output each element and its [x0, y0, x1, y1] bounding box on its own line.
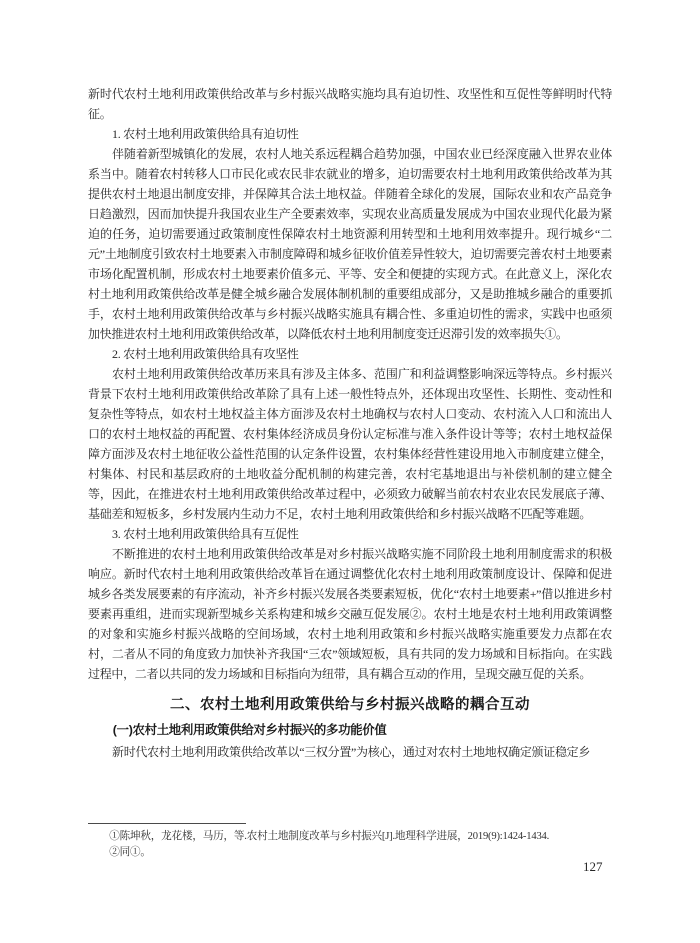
chapter-heading: 二、农村土地利用政策供给与乡村振兴战略的耦合互动	[170, 697, 530, 713]
article-body	[88, 84, 612, 762]
intro-continuation-paragraph: 新时代农村土地利用政策供给改革与乡村振兴战略实施均具有迫切性、攻坚性和互促性等鲜明时代特征。	[88, 87, 612, 121]
footnote-divider	[88, 823, 246, 824]
footnote-area	[88, 823, 612, 860]
section-3-paragraph: 不断推进的农村土地利用政策供给改革是对乡村振兴战略实施不同阶段土地利用制度需求的积极响应。新时代农村土地利用政策供给改革旨在通过调整优化农村土地利用政策制度设计、保障和促进城乡各类发展要素的有序流动，补齐乡村振兴发展各类要素短板，优化“农村土地要素+”借以推进乡村要素再重组，进而实现新型城乡关系构建和城乡交融互促发展②。农村土地是农村土地利用政策调整的对象和实施乡村振兴战略的空间场域，农村土地利用政策和乡村振兴战略实施重要发力点都在农村，二者从不同的角度致力加快补齐我国“三农”领域短板，具有共同的发力场域和目标指向。在实践过程中，二者以共同的发力场域和目标指向为纽带，具有耦合互动的作用，呈现交融互促的关系。	[88, 547, 612, 681]
page-number: 127	[583, 859, 603, 874]
section-2-paragraph: 农村土地利用政策供给改革历来具有涉及主体多、范围广和利益调整影响深远等特点。乡村振兴背景下农村土地利用政策供给改革除了具有上述一般性特点外，还体现出攻坚性、长期性、变动性和复杂性等特点，如农村土地权益主体方面涉及农村土地确权与农村人口变动、农村流入人口和流出人口的农村土地权益的再配置、农村集体经济成员身份认定标准与准入条件设计等等；农村土地权益保障方面涉及农村土地征收公益性范围的认定条件设置，农村集体经营性建设用地入市制度建立健全，村集体、村民和基层政府的土地收益分配机制的构建完善，农村宅基地退出与补偿机制的建立健全等，因此，在推进农村土地利用政策供给改革过程中，必须致力破解当前农村农业农民发展底子薄、基础差和短板多，乡村发展内生动力不足，农村土地利用政策供给和乡村振兴战略不匹配等难题。	[88, 367, 612, 521]
section-1-heading: 1. 农村土地利用政策供给具有迫切性	[112, 127, 299, 141]
footnote-2: ②同①。	[109, 846, 151, 858]
subsection-heading: (一)农村土地利用政策供给对乡村振兴的多功能价值	[112, 723, 387, 737]
subsection-first-paragraph: 新时代农村土地利用政策供给改革以“三权分置”为核心，通过对农村土地地权确定颁证稳定乡	[112, 745, 591, 759]
section-3-heading: 3. 农村土地利用政策供给具有互促性	[112, 527, 299, 541]
footnote-1: ①陈坤秋，龙花楼，马历，等.农村土地制度改革与乡村振兴[J].地理科学进展，2019(9):1424-1434.	[109, 831, 550, 842]
section-2-heading: 2. 农村土地利用政策供给具有攻坚性	[112, 347, 299, 361]
section-1-paragraph: 伴随着新型城镇化的发展，农村人地关系远程耦合趋势加强，中国农业已经深度融入世界农业体系当中。随着农村转移人口市民化或农民非农就业的增多，迫切需要农村土地利用政策供给改革为其提供农村土地退出制度安排，并保障其合法土地权益。伴随着全球化的发展，国际农业和农产品竞争日趋激烈，因而加快提升我国农业生产全要素效率，实现农业高质量发展成为中国农业现代化最为紧迫的任务，迫切需要通过政策制度性保障农村土地资源利用转型和土地利用效率提升。现行城乡“二元”土地制度引致农村土地要素入市制度障碍和城乡征收价值差异性较大，迫切需要完善农村土地要素市场化配置机制，形成农村土地要素价值多元、平等、安全和便捷的实现方式。在此意义上，深化农村土地利用政策供给改革是健全城乡融合发展体制机制的重要组成部分，又是助推城乡融合的重要抓手，农村土地利用政策供给改革与乡村振兴战略实施具有耦合性、多重迫切性的需求，实践中也亟须加快推进农村土地利用政策供给改革，以降低农村土地利用制度变迁迟滞引发的效率损失①。	[88, 147, 612, 341]
